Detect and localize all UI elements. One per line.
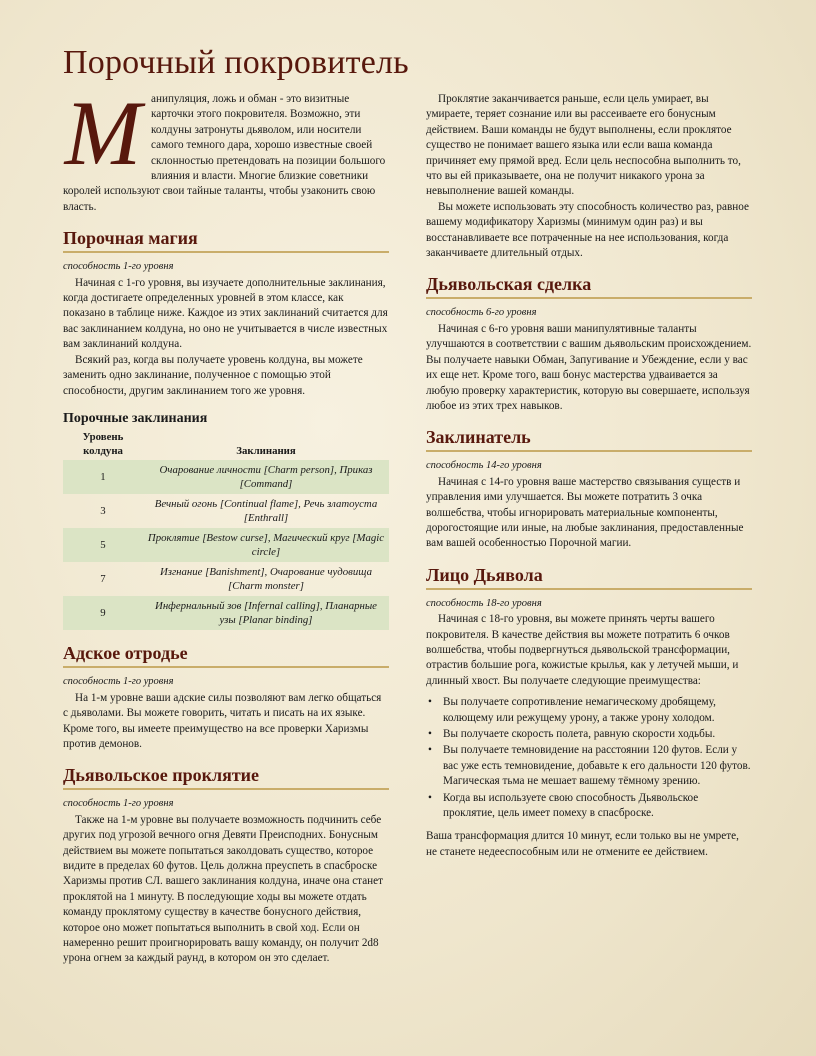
intro-text: анипуляция, ложь и обман - это визитные карточки этого покровителя. Возможно, эти колдуны затронуты дьяволом, или носители самого темного дара, хорошо известные своей склонностью претендовать на позиции большого влияния и власти. Многие близкие советники королей используют свои тайные таланты, чтобы узаконить свою власть.: [63, 93, 386, 213]
magic-paragraph-2: Всякий раз, когда вы получаете уровень колдуна, вы можете заменить одно заклинание, полученное с помощью этой способности, другим заклинанием того же уровня.: [63, 353, 363, 397]
page-title: Порочный покровитель: [63, 44, 409, 81]
table-row: [63, 562, 389, 596]
spell-table: [63, 428, 389, 630]
table-cell-spells: Вечный огонь [Continual flame], Речь златоуста [Enthrall]: [154, 498, 378, 525]
list-item: • Вы получаете скорость полета, равную скорости ходьбы.: [426, 727, 752, 742]
intro: [63, 82, 389, 215]
table-cell-spells: Инфернальный зов [Infernal calling], Планарные узы [Planar binding]: [143, 596, 389, 630]
left-column: [63, 82, 389, 967]
column-header-level: Уровень колдуна: [82, 431, 124, 458]
curse-paragraph-3: Вы можете использовать эту способность количество раз, равное вашему модификатору Харизмы (минимум один раз) и вы восстанавливаете все потраченные на нее использования, когда заканчиваете длительный отдых.: [426, 200, 749, 260]
table-cell-level: 5: [63, 528, 143, 562]
benefit-list: [426, 695, 752, 821]
table-row: [63, 528, 389, 562]
face-paragraph-2: Ваша трансформация длится 10 минут, если только вы не умрете, не станете недееспособным или не отмените ее действием.: [426, 830, 739, 858]
face-level: способность 18-го уровня: [426, 597, 542, 609]
right-column: [426, 92, 752, 860]
column-header-spells: Заклинания: [236, 445, 296, 458]
list-item: • Вы получаете сопротивление немагическому дробящему, колющему или режущему урону, а также урону холодом.: [426, 695, 752, 726]
table-row: [63, 494, 389, 528]
list-item: • Когда вы используете свою способность Дьявольское проклятие, цель имеет помеху в спасброске.: [426, 791, 752, 822]
spawn-level: способность 1-го уровня: [63, 676, 174, 688]
table-row: [63, 460, 389, 494]
magic-paragraph-1: Начиная с 1-го уровня, вы изучаете дополнительные заклинания, когда достигаете определенных уровней в этом классе, как показано в таблице ниже. Каждое из этих заклинаний считается для вас заклинанием колдуна, но оно не учитывается в числе известных вам заклинаний колдуна.: [63, 276, 388, 351]
curse-level: способность 1-го уровня: [63, 798, 174, 810]
table-cell-spells: Изгнание [Banishment], Очарование чудовища [Charm monster]: [159, 566, 373, 593]
list-item: • Вы получаете темновидение на расстоянии 120 футов. Если у вас уже есть темновидение, добавьте к его дальности 120 футов. Магическая тьма не мешает вашему тёмному зрению.: [426, 743, 752, 789]
table-cell-level: 3: [100, 505, 106, 518]
curse-paragraph-1: Также на 1-м уровне вы получаете возможность подчинить себе других под угрозой вечного огня Девяти Преисподних. Бонусным действием вы можете попытаться заколдовать существо, которое видите в пределах 60 футов. Цель должна преуспеть в спасброске Харизмы против СЛ. вашего заклинания колдуна, иначе она станет проклятой на 1 минуту. В последующие ходы вы можете отдать команду проклятому существу в качестве бонусного действия, которое оно может попытаться выполнить в свой ход. Если он намеренно решит проигнорировать вашу команду, он получит 2d8 урона огнем за каждый раунд, в котором он это сделает.: [63, 813, 384, 965]
heading-deal: Дьявольская сделка: [426, 273, 752, 299]
table-cell-spells: Очарование личности [Charm person], Приказ [Command]: [143, 460, 389, 494]
deal-paragraph: Начиная с 6-го уровня ваши манипулятивные таланты улучшаются в соответствии с вашим дьявольским происхождением. Вы получаете навыки Обман, Запугивание и Убеждение, если у вас их еще нет. Кроме того, ваш бонус мастерства удваивается за любую проверку характеристик, которую вы совершаете, используя любое из этих трех навыков.: [426, 322, 752, 412]
heading-spawn: Адское отродье: [63, 642, 389, 668]
table-row: [63, 596, 389, 630]
heading-magic: Порочная магия: [63, 227, 389, 253]
binder-paragraph: Начиная с 14-го уровня ваше мастерство связывания существ и управления ими улучшается. Вы можете потратить 3 очка волшебства, чтобы игнорировать материальные компоненты, дорогостоящие или иные, на любые заклинания, предоставленные вам вашей особенностью Порочной магии.: [426, 475, 744, 550]
binder-level: способность 14-го уровня: [426, 460, 542, 472]
table-cell-spells: Проклятие [Bestow curse], Магический круг [Magic circle]: [143, 528, 389, 562]
table-cell-level: 9: [63, 596, 143, 630]
spell-table-title: Порочные заклинания: [63, 410, 208, 426]
deal-level: способность 6-го уровня: [426, 307, 537, 319]
table-cell-level: 1: [63, 460, 143, 494]
heading-face: Лицо Дьявола: [426, 564, 752, 590]
heading-binder: Заклинатель: [426, 426, 752, 452]
magic-level: способность 1-го уровня: [63, 261, 174, 273]
drop-cap: М: [64, 82, 142, 184]
heading-curse: Дьявольское проклятие: [63, 764, 389, 790]
curse-paragraph-2: Проклятие заканчивается раньше, если цель умирает, вы умираете, теряет сознание или вы рассеиваете его бонусным действием. Ваши команды не будут выполнены, если проклятое существо не понимает вашего языка или если ваша команда причиняет ему прямой вред. Если цель неспособна выполнить то, что вы ей приказываете, она не получит никакого урона за невыполнение вашей команды.: [426, 93, 741, 198]
face-paragraph-1: Начиная с 18-го уровня, вы можете принять черты вашего покровителя. В качестве действия вы можете потратить 6 очков волшебства, чтобы подвергнуться дьявольской трансформации, отрастив большие рога, кожистые крылья, как у летучей мыши, и длинный хвост. Вы получаете следующие преимущества:: [426, 613, 739, 687]
table-cell-level: 7: [100, 573, 106, 586]
spawn-paragraph: На 1-м уровне ваши адские силы позволяют вам легко общаться с дьяволами. Вы можете говорить, читать и писать на их языке. Кроме того, вы имеете преимущество на все проверки Харизмы против демонов.: [63, 691, 382, 750]
